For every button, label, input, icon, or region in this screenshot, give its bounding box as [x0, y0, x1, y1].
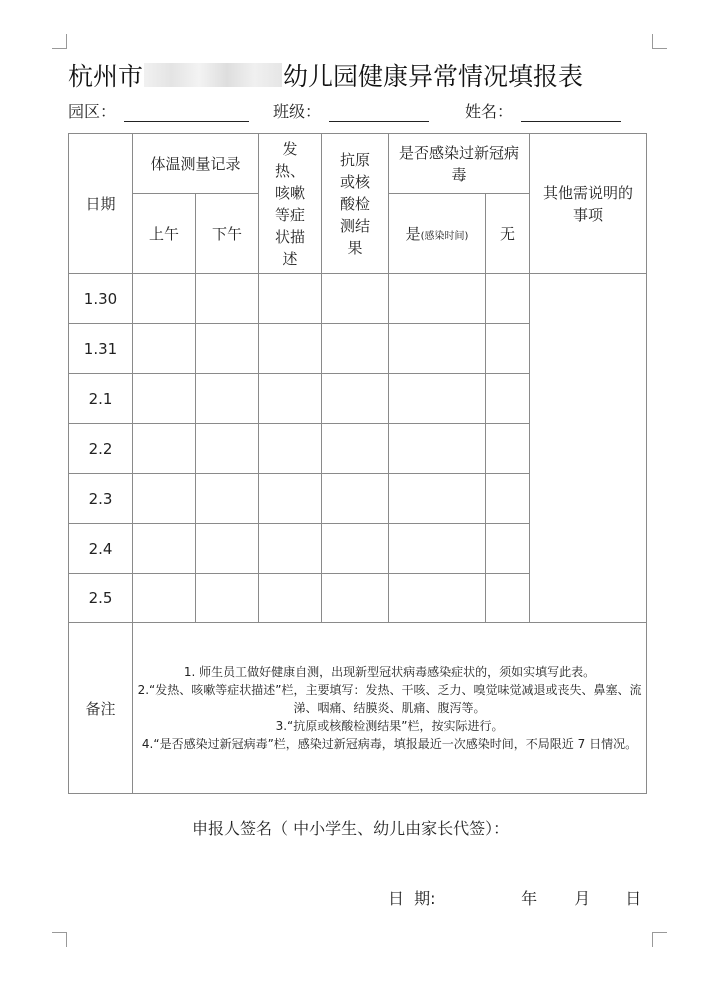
symptom-cell[interactable]: [259, 574, 322, 623]
signature-line: 申报人签名（ 中小学生、幼儿由家长代签）：: [192, 819, 510, 838]
infected-yes-cell[interactable]: [389, 274, 486, 324]
crop-mark-top-left: [52, 34, 67, 49]
remarks-notes: [133, 623, 647, 794]
test-result-cell[interactable]: [322, 324, 389, 374]
symptom-header: [259, 134, 322, 274]
yes-note: (感染时间): [420, 231, 469, 242]
date-line: [388, 886, 641, 909]
infected-no-cell[interactable]: [486, 324, 530, 374]
remarks-note: 4.“是否感染过新冠病毒”栏，感染过新冠病毒，填报最近一次感染时间，不局限近 7 日情况。: [141, 737, 638, 751]
name-field[interactable]: [521, 103, 621, 122]
infected-yes-cell[interactable]: [389, 474, 486, 524]
symptom-header-text: 发热、咳嗽等症状描述: [275, 139, 306, 268]
date-header: 日期: [69, 134, 133, 274]
infected-no-cell[interactable]: [486, 374, 530, 424]
symptom-cell[interactable]: [259, 374, 322, 424]
infected-no-cell[interactable]: [486, 424, 530, 474]
date-label: 日 期:: [388, 889, 436, 908]
remarks-label: 备注: [69, 623, 133, 794]
morning-cell[interactable]: [133, 474, 196, 524]
test-result-cell[interactable]: [322, 274, 389, 324]
year-label: 年: [521, 889, 538, 908]
date-cell: 2.2: [69, 424, 133, 474]
morning-cell[interactable]: [133, 574, 196, 623]
redacted-region: [144, 63, 282, 87]
test-result-cell[interactable]: [322, 424, 389, 474]
infected-yes-cell[interactable]: [389, 324, 486, 374]
crop-mark-top-right: [652, 34, 667, 49]
morning-cell[interactable]: [133, 424, 196, 474]
morning-cell[interactable]: [133, 374, 196, 424]
afternoon-cell[interactable]: [196, 524, 259, 574]
symptom-cell[interactable]: [259, 274, 322, 324]
test-result-cell[interactable]: [322, 574, 389, 623]
other-notes-header: [530, 134, 647, 274]
crop-mark-bottom-left: [52, 932, 67, 947]
afternoon-cell[interactable]: [196, 274, 259, 324]
infected-header: [389, 134, 530, 194]
afternoon-cell[interactable]: [196, 474, 259, 524]
date-cell: 1.30: [69, 274, 133, 324]
infected-no-header: 无: [486, 194, 530, 274]
test-result-cell[interactable]: [322, 374, 389, 424]
month-label: 月: [574, 889, 591, 908]
remarks-note: 3.“抗原或核酸检测结果”栏，按实际进行。: [275, 719, 504, 733]
afternoon-cell[interactable]: [196, 374, 259, 424]
test-result-cell[interactable]: [322, 524, 389, 574]
other-notes-header-text: 其他需说明的事项: [543, 183, 634, 224]
infected-yes-cell[interactable]: [389, 524, 486, 574]
morning-header: 上午: [133, 194, 196, 274]
title-prefix: 杭州市: [68, 62, 144, 91]
date-cell: 2.5: [69, 574, 133, 623]
afternoon-header: 下午: [196, 194, 259, 274]
class-label: 班级：: [273, 102, 322, 121]
symptom-cell[interactable]: [259, 324, 322, 374]
test-result-header-text: 抗原或核酸检测结果: [340, 150, 371, 257]
header-fields: [68, 98, 648, 122]
other-notes-cell[interactable]: [530, 274, 647, 623]
infected-no-cell[interactable]: [486, 474, 530, 524]
date-cell: 2.3: [69, 474, 133, 524]
crop-mark-bottom-right: [652, 932, 667, 947]
infected-yes-header: [389, 194, 486, 274]
morning-cell[interactable]: [133, 324, 196, 374]
date-cell: 1.31: [69, 324, 133, 374]
name-label: 姓名：: [465, 102, 514, 121]
class-field[interactable]: [329, 103, 429, 122]
form-title: [68, 58, 658, 92]
infected-yes-cell[interactable]: [389, 374, 486, 424]
yes-label: 是: [405, 225, 421, 243]
morning-cell[interactable]: [133, 274, 196, 324]
test-result-header: [322, 134, 389, 274]
symptom-cell[interactable]: [259, 524, 322, 574]
campus-label: 园区：: [68, 102, 117, 121]
campus-field[interactable]: [124, 103, 249, 122]
infected-no-cell[interactable]: [486, 524, 530, 574]
date-cell: 2.4: [69, 524, 133, 574]
symptom-cell[interactable]: [259, 474, 322, 524]
remarks-note: 2.“发热、咳嗽等症状描述”栏，主要填写：发热、干咳、乏力、嗅觉味觉减退或丧失、鼻塞、流涕、咽痛、结膜炎、肌痛、腹泻等。: [137, 683, 642, 715]
title-suffix: 幼儿园健康异常情况填报表: [283, 62, 584, 91]
infected-yes-cell[interactable]: [389, 424, 486, 474]
symptom-cell[interactable]: [259, 424, 322, 474]
infected-yes-cell[interactable]: [389, 574, 486, 623]
infected-header-text: 是否感染过新冠病毒: [399, 143, 520, 184]
infected-no-cell[interactable]: [486, 574, 530, 623]
temperature-header: 体温测量记录: [133, 134, 259, 194]
date-cell: 2.1: [69, 374, 133, 424]
day-label: 日: [625, 889, 642, 908]
remarks-note: 1. 师生员工做好健康自测，出现新型冠状病毒感染症状的，须如实填写此表。: [183, 665, 596, 679]
health-report-table: [68, 133, 647, 794]
test-result-cell[interactable]: [322, 474, 389, 524]
morning-cell[interactable]: [133, 524, 196, 574]
afternoon-cell[interactable]: [196, 424, 259, 474]
infected-no-cell[interactable]: [486, 274, 530, 324]
afternoon-cell[interactable]: [196, 324, 259, 374]
afternoon-cell[interactable]: [196, 574, 259, 623]
